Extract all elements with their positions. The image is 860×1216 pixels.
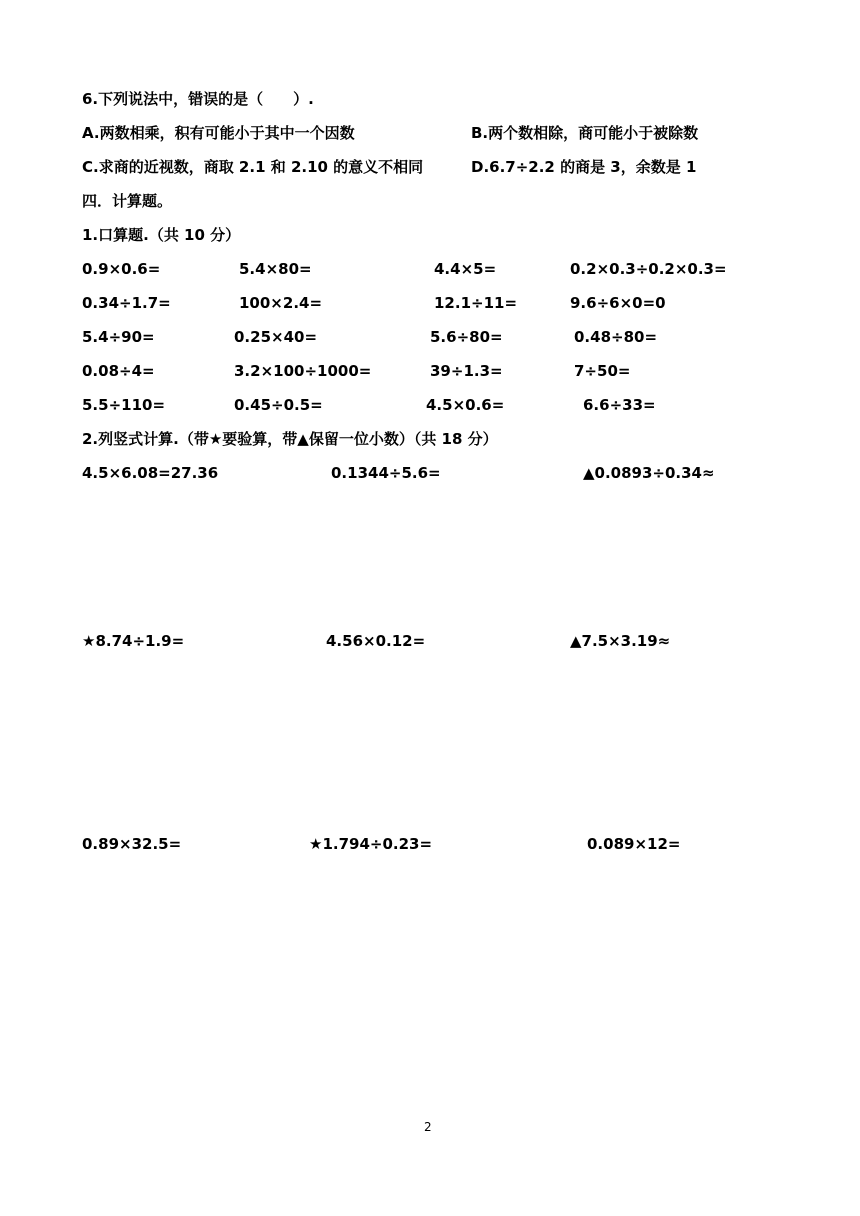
oral-problem: 5.4÷90= [82,328,155,346]
oral-problem: 0.08÷4= [82,362,155,380]
vertical-problem: ▲0.0893÷0.34≈ [583,464,715,482]
oral-problem: 100×2.4= [239,294,323,312]
oral-problem: 4.5×0.6= [426,396,505,414]
oral-problem: 4.4×5= [434,260,497,278]
oral-problem: 5.4×80= [239,260,312,278]
vertical-problem: 0.089×12= [587,835,681,853]
oral-problem: 3.2×100÷1000= [234,362,372,380]
vertical-problem: ▲7.5×3.19≈ [570,632,671,650]
vertical-problem: 4.5×6.08=27.36 [82,464,219,482]
part-2-title: 2.列竖式计算.（带★要验算，带▲保留一位小数）（共 18 分） [82,430,498,448]
question-6-option-c: C.求商的近视数，商取 2.1 和 2.10 的意义不相同 [82,158,424,176]
oral-problem: 9.6÷6×0=0 [570,294,666,312]
vertical-problem: ★1.794÷0.23= [309,835,433,853]
oral-problem: 39÷1.3= [430,362,503,380]
question-6-title: 6.下列说法中，错误的是（ ）. [82,90,314,108]
vertical-problem: 0.1344÷5.6= [331,464,441,482]
oral-problem: 6.6÷33= [583,396,656,414]
oral-problem: 0.9×0.6= [82,260,161,278]
oral-problem: 0.25×40= [234,328,318,346]
vertical-problem: 4.56×0.12= [326,632,426,650]
oral-problem: 5.5÷110= [82,396,166,414]
oral-problem: 0.45÷0.5= [234,396,323,414]
section-4-heading: 四．计算题。 [82,192,173,210]
question-6-option-a: A.两数相乘，积有可能小于其中一个因数 [82,124,355,142]
part-1-title: 1.口算题.（共 10 分） [82,226,241,244]
question-6-option-d: D.6.7÷2.2 的商是 3，余数是 1 [471,158,697,176]
vertical-problem: ★8.74÷1.9= [82,632,185,650]
oral-problem: 5.6÷80= [430,328,503,346]
oral-problem: 0.34÷1.7= [82,294,171,312]
vertical-problem: 0.89×32.5= [82,835,182,853]
oral-problem: 0.2×0.3÷0.2×0.3= [570,260,727,278]
page-number: 2 [424,1120,432,1134]
oral-problem: 12.1÷11= [434,294,518,312]
oral-problem: 0.48÷80= [574,328,658,346]
question-6-option-b: B.两个数相除，商可能小于被除数 [471,124,699,142]
oral-problem: 7÷50= [574,362,631,380]
